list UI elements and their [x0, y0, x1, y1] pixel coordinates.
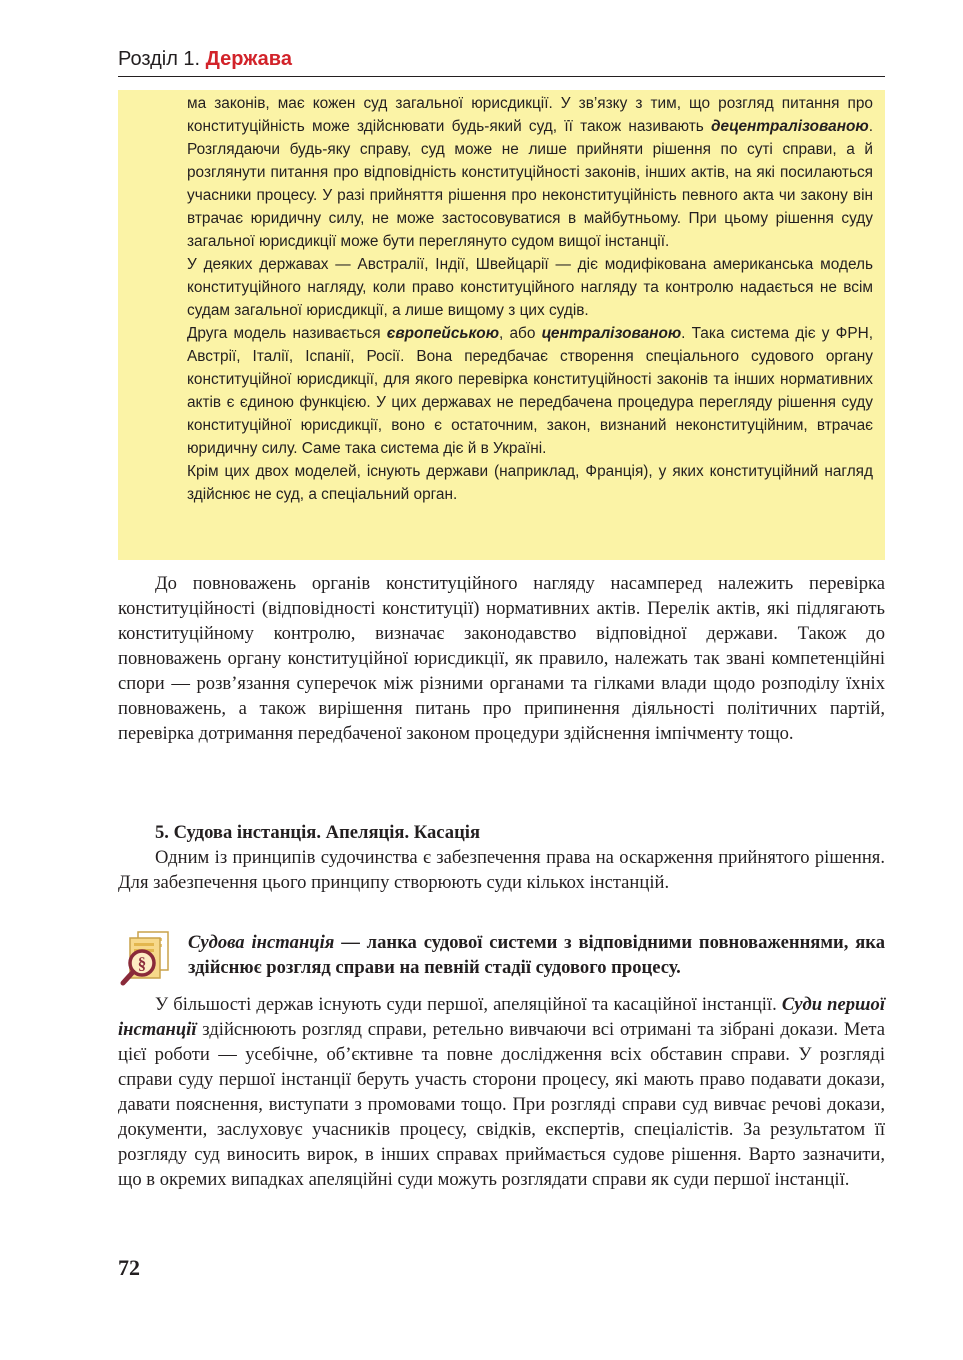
body-text: здійснюють розгляд справи, ретельно вивчаючи всі отримані та зібрані докази. Мета цієї роботи — усебічне, об’єктивне та повне дослідження всіх обставин справи. У розгляді справи суду першої інстанції беруть участь сторони процесу, які мають право подавати докази, давати пояснення, виступати з промовами тощо. При розгляді справи суд вивчає речові докази, документи, заслуховує учасників процесу, свідків, експертів, спеціалістів. За результатом її розгляду суд виносить вирок, в інших справах приймається судове рішення. Варто зазначити, що в окремих випадках апеляційні суди можуть розглядати справи як суди першої інстанції.	[118, 1019, 885, 1190]
term-european: європейською	[386, 325, 500, 342]
page-header	[118, 44, 885, 77]
note-text: . Розглядаючи будь-яку справу, суд може не лише прийняти рішення по суті справи, а й розглянути питання про відповідність конституційності законів, інших актів, на які посилаються учасники процесу. У разі прийняття рішення про неконституційність певного акта чи закону він втрачає юридичну силу, не може застосовуватися в майбутньому. При цьому рішення суду загальної юрисдикції може бути переглянуто судом вищої інстанції.	[187, 118, 873, 250]
note-text: Друга модель називається	[187, 325, 387, 342]
note-paragraph-2: У деяких державах — Австралії, Індії, Швейцарії — діє модифікована американська модель конституційного нагляду, коли право конституційного нагляду та контролю надається не всім судам загальної юрисдикції, а лише вищому з цих судів.	[187, 256, 873, 319]
body-section-2	[118, 845, 885, 895]
section-topic: Держава	[205, 48, 292, 70]
body-paragraph	[118, 992, 885, 1192]
page-number: 72	[118, 1255, 140, 1280]
document-magnifier-paragraph-icon	[118, 930, 176, 986]
term-centralized: централізованою	[541, 325, 682, 342]
note-paragraph-3	[187, 322, 873, 460]
note-paragraph-4: Крім цих двох моделей, існують держави (наприклад, Франція), у яких конституційний нагляд здійснює не суд, а спеціальний орган.	[187, 463, 873, 503]
note-text: . Така система діє у ФРН, Австрії, Італії, Іспанії, Росії. Вона передбачає створення спеціального судового органу конституційної юрисдикції, для якого перевірка конституційності законів та інших нормативних актів є єдиною функцією. У цих державах не передбачена процедура перегляду рішення суду конституційної юрисдикції, воно є остаточним, закон, визнаний неконституційним, втрачає юридичну силу. Саме така система діє й в Україні.	[187, 325, 873, 457]
note-text: ма законів, має кожен суд загальної юрисдикції. У зв’язку з тим, що розгляд питання про конституційність може здійснювати будь-який суд, її також називають	[187, 95, 873, 135]
definition-body: — ланка судової системи з відповідними повноваженнями, яка здійснює розгляд справи на певній стадії судового процесу.	[188, 932, 886, 978]
definition-block	[118, 930, 885, 986]
term-first-instance: Суди першої інстанції	[118, 994, 886, 1040]
body-text: У більшості держав існують суди першої, апеляційної та касаційної інстанції.	[155, 994, 782, 1015]
term-decentralized: децентралізованою	[711, 118, 869, 135]
body-section-3	[118, 992, 885, 1192]
svg-text:§: §	[137, 954, 147, 973]
body-section-1	[118, 571, 885, 746]
definition-term: Судова інстанція	[188, 932, 335, 953]
note-paragraph-1	[187, 92, 873, 253]
definition-text	[188, 930, 885, 980]
body-paragraph: До повноважень органів конституційного нагляду насамперед належить перевірка конституційності (відповідності конституції) нормативних актів. Перелік актів, які підлягають конституційному контролю, визначає законодавство відповідної держави. Також до повноважень органу конституційної юрисдикції, як правило, належать так звані компетенційні спори — розв’язання суперечок між різними органами та гілками влади щодо розподілу їхніх повноважень, а також вирішення питань про припинення діяльності політичних партій, перевірка дотримання передбаченої законом процедури здійснення імпічменту тощо.	[118, 573, 885, 744]
section-label: Розділ 1.	[118, 48, 201, 70]
note-box	[118, 90, 885, 560]
section-heading: 5. Судова інстанція. Апеляція. Касація	[155, 822, 481, 843]
note-text: , або	[499, 325, 542, 342]
intro-paragraph: Одним із принципів судочинства є забезпечення права на оскарження прийнятого рішення. Для забезпечення цього принципу створюють суди кількох інстанцій.	[118, 847, 885, 893]
